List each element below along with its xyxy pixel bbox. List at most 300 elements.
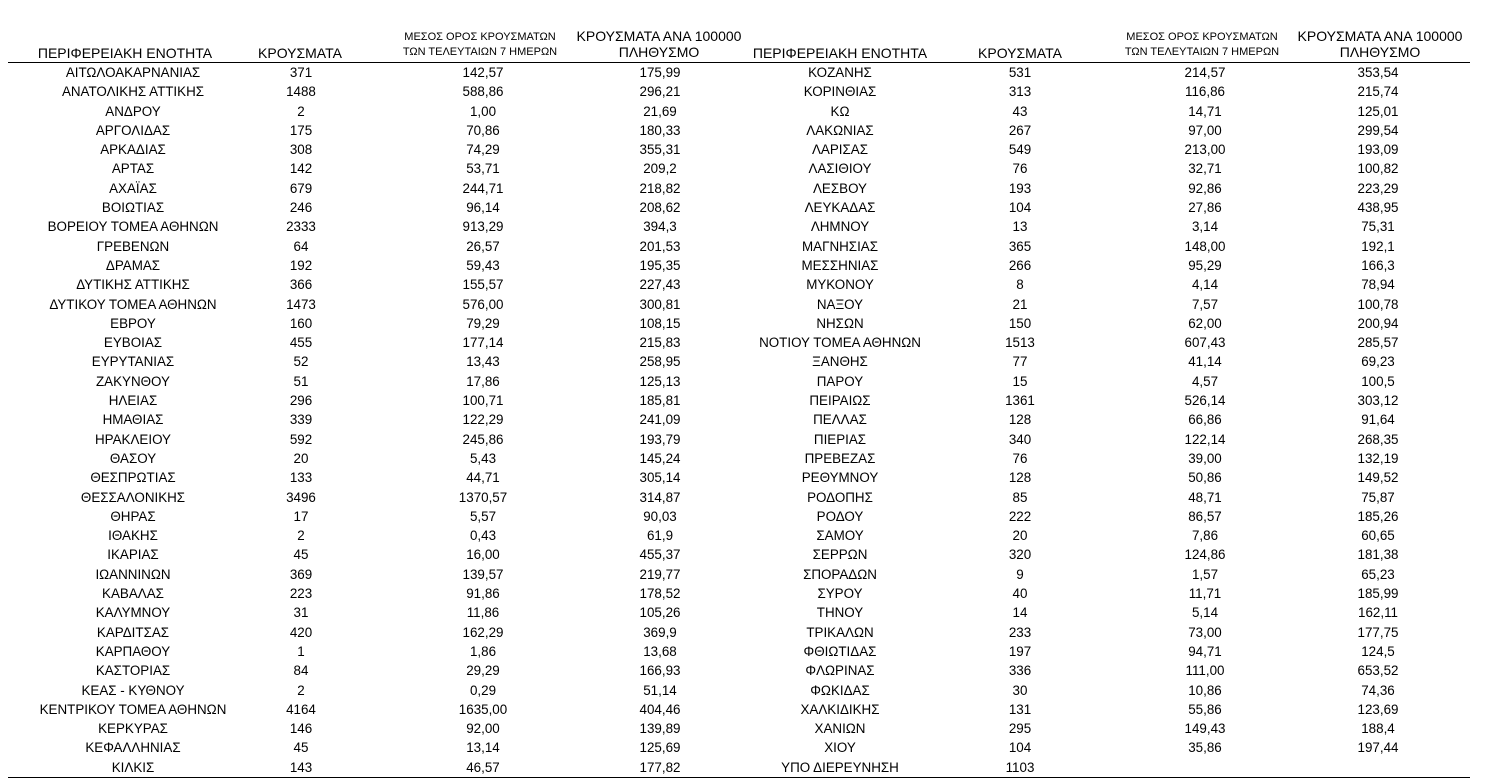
- table-row: [0, 623, 1500, 642]
- left-avg7-cell: 1635,00: [458, 701, 508, 717]
- right-avg7-cell: 149,43: [1184, 721, 1226, 737]
- right-header-per100k-line1: ΚΡΟΥΣΜΑΤΑ ΑΝΑ 100000: [1297, 28, 1463, 44]
- left-cases-cell: 20: [293, 450, 309, 466]
- right-per100k-cell: 185,26: [1357, 508, 1399, 524]
- right-region-cell: ΜΕΣΣΗΝΙΑΣ: [801, 257, 879, 273]
- left-avg7-cell: 0,43: [469, 528, 497, 544]
- left-cases-cell: 84: [293, 663, 309, 679]
- left-avg7-cell: 44,71: [466, 470, 500, 486]
- right-region-cell: ΧΑΛΚΙΔΙΚΗΣ: [800, 701, 880, 717]
- right-region-cell: ΛΕΣΒΟΥ: [812, 180, 867, 196]
- left-region-cell: ΓΡΕΒΕΝΩΝ: [96, 238, 170, 254]
- right-cases-cell: 197: [1008, 643, 1032, 659]
- left-per100k-cell: 21,69: [643, 103, 677, 119]
- left-header-per100k-line1: ΚΡΟΥΣΜΑΤΑ ΑΝΑ 100000: [576, 28, 742, 44]
- left-per100k-cell: 208,62: [639, 200, 681, 216]
- right-per100k-cell: 197,44: [1357, 740, 1399, 756]
- left-avg7-cell: 13,14: [466, 740, 500, 756]
- left-avg7-cell: 46,57: [466, 759, 500, 775]
- right-per100k-cell: 123,69: [1357, 701, 1399, 717]
- right-avg7-cell: 92,86: [1188, 180, 1222, 196]
- right-region-cell: ΣΑΜΟΥ: [816, 528, 864, 544]
- right-avg7-cell: 214,57: [1184, 65, 1226, 80]
- left-region-cell: ΕΒΡΟΥ: [110, 315, 156, 331]
- left-cases-cell: 1488: [286, 84, 316, 100]
- right-region-cell: ΡΕΘΥΜΝΟΥ: [801, 470, 879, 486]
- table-row: [0, 738, 1500, 757]
- left-per100k-cell: 193,79: [639, 431, 681, 447]
- left-region-cell: ΔΥΤΙΚΗΣ ΑΤΤΙΚΗΣ: [76, 277, 190, 293]
- left-per100k-cell: 305,14: [639, 470, 681, 486]
- right-per100k-cell: 162,11: [1358, 605, 1398, 621]
- right-header-cases: ΚΡΟΥΣΜΑΤΑ: [978, 45, 1062, 61]
- left-per100k-cell: 314,87: [639, 489, 681, 505]
- right-cases-cell: 1361: [1005, 393, 1035, 409]
- right-cases-cell: 295: [1008, 721, 1032, 737]
- left-cases-cell: 4164: [286, 701, 316, 717]
- left-cases-cell: 64: [293, 238, 309, 254]
- left-per100k-cell: 218,82: [639, 180, 681, 196]
- left-per100k-cell: 404,46: [639, 701, 681, 717]
- left-per100k-cell: 195,35: [639, 257, 681, 273]
- table-row: [0, 545, 1500, 564]
- right-region-cell: ΧΙΟΥ: [824, 740, 856, 756]
- right-region-cell: ΧΑΝΙΩΝ: [814, 721, 866, 737]
- right-region-cell: ΦΩΚΙΔΑΣ: [810, 682, 870, 698]
- right-avg7-cell: 14,71: [1188, 103, 1222, 119]
- right-cases-cell: 340: [1008, 431, 1032, 447]
- right-cases-cell: 267: [1008, 122, 1032, 138]
- left-region-cell: ΚΕΝΤΡΙΚΟΥ ΤΟΜΕΑ ΑΘΗΝΩΝ: [39, 701, 227, 717]
- left-region-cell: ΖΑΚΥΝΘΟΥ: [96, 373, 170, 389]
- left-region-cell: ΘΗΡΑΣ: [110, 508, 156, 524]
- left-header-per100k: [570, 28, 748, 60]
- left-avg7-cell: 1,00: [469, 103, 497, 119]
- right-avg7-cell: 116,86: [1185, 84, 1225, 100]
- right-per100k-cell: 78,94: [1361, 277, 1395, 293]
- left-region-cell: ΚΙΛΚΙΣ: [111, 759, 155, 775]
- right-cases-cell: 336: [1008, 663, 1032, 679]
- left-avg7-cell: 142,57: [462, 65, 504, 80]
- right-region-cell: ΠΕΙΡΑΙΩΣ: [809, 393, 871, 409]
- right-per100k-cell: 268,35: [1357, 431, 1399, 447]
- table-row: [0, 217, 1500, 236]
- right-per100k-cell: 74,36: [1361, 682, 1395, 698]
- table-row: [0, 275, 1500, 294]
- left-avg7-cell: 177,14: [462, 335, 504, 351]
- right-cases-cell: 266: [1008, 257, 1032, 273]
- right-cases-cell: 40: [1012, 586, 1028, 602]
- right-cases-cell: 320: [1008, 547, 1032, 563]
- table-row: [0, 121, 1500, 140]
- right-per100k-cell: 353,54: [1357, 65, 1399, 80]
- left-per100k-cell: 139,89: [639, 721, 681, 737]
- left-avg7-cell: 96,14: [466, 200, 500, 216]
- left-per100k-cell: 300,81: [639, 296, 681, 312]
- table-row: [0, 526, 1500, 545]
- left-per100k-cell: 241,09: [639, 412, 681, 428]
- left-region-cell: ΔΥΤΙΚΟΥ ΤΟΜΕΑ ΑΘΗΝΩΝ: [49, 296, 217, 312]
- table-row: [0, 198, 1500, 217]
- left-region-cell: ΘΕΣΠΡΩΤΙΑΣ: [90, 470, 176, 486]
- right-region-cell: ΛΗΜΝΟΥ: [810, 219, 870, 235]
- table-row: [0, 102, 1500, 121]
- right-per100k-cell: 132,19: [1357, 450, 1399, 466]
- left-per100k-cell: 355,31: [639, 142, 681, 158]
- left-avg7-cell: 245,86: [462, 431, 504, 447]
- left-per100k-cell: 125,13: [639, 373, 681, 389]
- left-cases-cell: 223: [289, 586, 313, 602]
- table-row: [0, 449, 1500, 468]
- left-cases-cell: 455: [289, 335, 313, 351]
- table-row: [0, 179, 1500, 198]
- left-cases-cell: 45: [293, 547, 309, 563]
- right-region-cell: ΠΡΕΒΕΖΑΣ: [804, 450, 876, 466]
- left-region-cell: ΚΕΦΑΛΛΗΝΙΑΣ: [85, 740, 181, 756]
- right-avg7-cell: 607,43: [1184, 335, 1226, 351]
- right-cases-cell: 1103: [1005, 759, 1035, 775]
- table-row: [0, 488, 1500, 507]
- right-header-avg7: [1107, 30, 1297, 60]
- left-avg7-cell: 0,29: [469, 682, 497, 698]
- left-per100k-cell: 455,37: [639, 547, 681, 563]
- right-avg7-cell: 55,86: [1188, 701, 1222, 717]
- right-region-cell: ΜΥΚΟΝΟΥ: [806, 277, 874, 293]
- table-row: [0, 681, 1500, 700]
- right-region-cell: ΚΟΖΑΝΗΣ: [808, 65, 872, 80]
- left-region-cell: ΑΝΔΡΟΥ: [105, 103, 161, 119]
- left-avg7-cell: 29,29: [466, 663, 500, 679]
- left-region-cell: ΔΡΑΜΑΣ: [105, 257, 161, 273]
- right-header-region: ΠΕΡΙΦΕΡΕΙΑΚΗ ΕΝΟΤΗΤΑ: [752, 45, 928, 61]
- left-per100k-cell: 219,77: [639, 566, 681, 582]
- right-avg7-cell: 66,86: [1188, 412, 1222, 428]
- left-cases-cell: 2: [297, 682, 305, 698]
- left-cases-cell: 31: [293, 605, 309, 621]
- right-cases-cell: 8: [1016, 277, 1024, 293]
- left-region-cell: ΚΑΡΠΑΘΟΥ: [95, 643, 171, 659]
- left-region-cell: ΙΩΑΝΝΙΝΩΝ: [95, 566, 171, 582]
- left-per100k-cell: 227,43: [639, 277, 681, 293]
- left-cases-cell: 51: [293, 373, 309, 389]
- right-avg7-cell: 10,86: [1188, 682, 1222, 698]
- right-avg7-cell: 4,57: [1191, 373, 1219, 389]
- table-row: [0, 295, 1500, 314]
- right-cases-cell: 222: [1008, 508, 1032, 524]
- right-per100k-cell: 200,94: [1357, 315, 1399, 331]
- left-cases-cell: 52: [293, 354, 309, 370]
- left-cases-cell: 296: [289, 393, 313, 409]
- right-region-cell: ΛΑΚΩΝΙΑΣ: [806, 122, 874, 138]
- table-row: [0, 565, 1500, 584]
- right-per100k-cell: 75,87: [1361, 489, 1395, 505]
- footer-rule: [8, 777, 1470, 778]
- right-avg7-cell: 95,29: [1188, 257, 1222, 273]
- left-avg7-cell: 11,86: [466, 605, 500, 621]
- right-per100k-cell: 65,23: [1361, 566, 1395, 582]
- right-avg7-cell: 4,14: [1191, 277, 1219, 293]
- left-cases-cell: 133: [289, 470, 313, 486]
- right-cases-cell: 30: [1012, 682, 1028, 698]
- left-per100k-cell: 185,81: [639, 393, 681, 409]
- left-cases-cell: 143: [289, 759, 313, 775]
- right-region-cell: ΝΑΞΟΥ: [816, 296, 864, 312]
- right-cases-cell: 9: [1016, 566, 1024, 582]
- left-avg7-cell: 5,57: [469, 508, 497, 524]
- table-row: [0, 63, 1500, 82]
- right-per100k-cell: 192,1: [1361, 238, 1395, 254]
- left-avg7-cell: 576,00: [462, 296, 504, 312]
- left-header-cases: ΚΡΟΥΣΜΑΤΑ: [258, 45, 342, 61]
- left-per100k-cell: 215,83: [639, 335, 681, 351]
- left-cases-cell: 366: [289, 277, 313, 293]
- right-region-cell: ΜΑΓΝΗΣΙΑΣ: [801, 238, 878, 254]
- right-cases-cell: 14: [1012, 605, 1028, 621]
- right-avg7-cell: 526,14: [1184, 393, 1226, 409]
- left-per100k-cell: 180,33: [639, 122, 681, 138]
- left-region-cell: ΒΟΙΩΤΙΑΣ: [101, 200, 165, 216]
- left-cases-cell: 1473: [286, 296, 316, 312]
- right-per100k-cell: 149,52: [1357, 470, 1399, 486]
- left-per100k-cell: 209,2: [643, 161, 677, 177]
- right-per100k-cell: 100,82: [1357, 161, 1399, 177]
- right-per100k-cell: 166,3: [1361, 257, 1395, 273]
- left-avg7-cell: 13,43: [466, 354, 500, 370]
- left-cases-cell: 2: [297, 103, 305, 119]
- right-avg7-cell: 41,14: [1188, 354, 1222, 370]
- right-per100k-cell: 215,74: [1357, 84, 1399, 100]
- left-per100k-cell: 51,14: [643, 682, 677, 698]
- right-region-cell: ΡΟΔΟΥ: [816, 508, 864, 524]
- right-per100k-cell: 177,75: [1357, 624, 1399, 640]
- right-per100k-cell: 188,4: [1361, 721, 1395, 737]
- right-avg7-cell: 39,00: [1188, 450, 1222, 466]
- right-per100k-cell: 299,54: [1357, 122, 1399, 138]
- left-per100k-cell: 394,3: [643, 219, 677, 235]
- left-cases-cell: 2: [297, 528, 305, 544]
- right-cases-cell: 193: [1008, 180, 1032, 196]
- right-per100k-cell: 69,23: [1361, 354, 1395, 370]
- table-body: [0, 63, 1500, 777]
- left-per100k-cell: 258,95: [639, 354, 681, 370]
- right-cases-cell: 128: [1008, 470, 1032, 486]
- left-region-cell: ΚΕΡΚΥΡΑΣ: [98, 721, 168, 737]
- right-region-cell: ΣΥΡΟΥ: [817, 586, 863, 602]
- left-per100k-cell: 105,26: [639, 605, 681, 621]
- right-avg7-cell: 213,00: [1184, 142, 1226, 158]
- left-header-avg7-line2: ΤΩΝ ΤΕΛΕΥΤΑΙΩΝ 7 ΗΜΕΡΩΝ: [402, 46, 558, 58]
- table-row: [0, 391, 1500, 410]
- right-cases-cell: 85: [1012, 489, 1028, 505]
- right-avg7-cell: 122,14: [1184, 431, 1226, 447]
- right-cases-cell: 76: [1012, 161, 1028, 177]
- left-region-cell: ΚΑΡΔΙΤΣΑΣ: [96, 624, 170, 640]
- left-cases-cell: 2333: [286, 219, 316, 235]
- right-avg7-cell: 11,71: [1188, 586, 1222, 602]
- table-row: [0, 661, 1500, 680]
- right-header-avg7-line2: ΤΩΝ ΤΕΛΕΥΤΑΙΩΝ 7 ΗΜΕΡΩΝ: [1124, 46, 1280, 58]
- left-cases-cell: 142: [289, 161, 313, 177]
- right-region-cell: ΥΠΟ ΔΙΕΡΕΥΝΗΣΗ: [781, 759, 899, 775]
- left-region-cell: ΕΥΒΟΙΑΣ: [103, 335, 163, 351]
- left-cases-cell: 192: [289, 257, 313, 273]
- right-region-cell: ΦΛΩΡΙΝΑΣ: [805, 663, 875, 679]
- right-header-per100k: [1290, 28, 1470, 60]
- left-cases-cell: 679: [289, 180, 313, 196]
- table-row: [0, 430, 1500, 449]
- table-row: [0, 159, 1500, 178]
- right-avg7-cell: 3,14: [1191, 219, 1219, 235]
- left-avg7-cell: 139,57: [462, 566, 504, 582]
- right-per100k-cell: 75,31: [1361, 219, 1395, 235]
- left-cases-cell: 17: [293, 508, 309, 524]
- right-region-cell: ΝΟΤΙΟΥ ΤΟΜΕΑ ΑΘΗΝΩΝ: [759, 335, 921, 351]
- left-region-cell: ΚΑΛΥΜΝΟΥ: [95, 605, 171, 621]
- right-avg7-cell: 27,86: [1188, 200, 1222, 216]
- right-per100k-cell: 223,29: [1357, 180, 1399, 196]
- table-row: [0, 372, 1500, 391]
- left-avg7-cell: 92,00: [466, 721, 500, 737]
- left-region-cell: ΗΛΕΙΑΣ: [108, 393, 158, 409]
- right-region-cell: ΠΙΕΡΙΑΣ: [813, 431, 867, 447]
- left-cases-cell: 369: [289, 566, 313, 582]
- right-per100k-cell: 91,64: [1361, 412, 1395, 428]
- right-avg7-cell: 148,00: [1184, 238, 1226, 254]
- left-avg7-cell: 17,86: [466, 373, 500, 389]
- left-cases-cell: 1: [297, 643, 305, 659]
- right-region-cell: ΡΟΔΟΠΗΣ: [807, 489, 873, 505]
- right-cases-cell: 365: [1008, 238, 1032, 254]
- left-per100k-cell: 201,53: [639, 238, 681, 254]
- left-region-cell: ΑΡΤΑΣ: [111, 161, 155, 177]
- left-avg7-cell: 1370,57: [458, 489, 508, 505]
- right-per100k-cell: 193,09: [1357, 142, 1399, 158]
- left-header-per100k-line2: ΠΛΗΘΥΣΜΟ: [618, 44, 700, 60]
- table-row: [0, 410, 1500, 429]
- left-header-avg7-line1: ΜΕΣΟΣ ΟΡΟΣ ΚΡΟΥΣΜΑΤΩΝ: [404, 31, 556, 43]
- left-region-cell: ΑΙΤΩΛΟΑΚΑΡΝΑΝΙΑΣ: [65, 65, 201, 80]
- right-per100k-cell: 100,78: [1357, 296, 1399, 312]
- right-avg7-cell: 50,86: [1188, 470, 1222, 486]
- right-avg7-cell: 124,86: [1184, 547, 1226, 563]
- table-row: [0, 140, 1500, 159]
- left-avg7-cell: 100,71: [462, 393, 504, 409]
- left-avg7-cell: 122,29: [462, 412, 504, 428]
- left-cases-cell: 592: [289, 431, 313, 447]
- right-per100k-cell: 653,52: [1357, 663, 1399, 679]
- right-region-cell: ΛΑΡΙΣΑΣ: [811, 142, 868, 158]
- right-cases-cell: 77: [1012, 354, 1028, 370]
- right-cases-cell: 43: [1012, 103, 1028, 119]
- left-region-cell: ΑΝΑΤΟΛΙΚΗΣ ΑΤΤΙΚΗΣ: [61, 84, 205, 100]
- table-row: [0, 700, 1500, 719]
- table-row: [0, 352, 1500, 371]
- table-row: [0, 603, 1500, 622]
- right-avg7-cell: 48,71: [1188, 489, 1222, 505]
- left-avg7-cell: 913,29: [462, 219, 504, 235]
- right-avg7-cell: 97,00: [1188, 122, 1222, 138]
- left-per100k-cell: 61,9: [646, 528, 674, 544]
- right-cases-cell: 549: [1008, 142, 1032, 158]
- right-avg7-cell: 32,71: [1188, 161, 1222, 177]
- left-per100k-cell: 166,93: [639, 663, 681, 679]
- left-avg7-cell: 26,57: [466, 238, 500, 254]
- left-region-cell: ΕΥΡΥΤΑΝΙΑΣ: [91, 354, 175, 370]
- right-avg7-cell: 111,00: [1185, 663, 1225, 679]
- right-cases-cell: 313: [1008, 84, 1032, 100]
- left-cases-cell: 160: [289, 315, 313, 331]
- right-region-cell: ΣΠΟΡΑΔΩΝ: [803, 566, 877, 582]
- left-avg7-cell: 91,86: [466, 586, 500, 602]
- right-cases-cell: 20: [1012, 528, 1028, 544]
- left-region-cell: ΑΡΚΑΔΙΑΣ: [100, 142, 166, 158]
- right-cases-cell: 21: [1012, 296, 1028, 312]
- right-per100k-cell: 185,99: [1357, 586, 1399, 602]
- table-row: [0, 237, 1500, 256]
- left-region-cell: ΗΡΑΚΛΕΙΟΥ: [95, 431, 171, 447]
- table-row: [0, 507, 1500, 526]
- left-region-cell: ΗΜΑΘΙΑΣ: [102, 412, 164, 428]
- right-per100k-cell: 285,57: [1357, 335, 1399, 351]
- left-per100k-cell: 369,9: [643, 624, 677, 640]
- table-row: [0, 719, 1500, 738]
- left-avg7-cell: 155,57: [462, 277, 504, 293]
- right-cases-cell: 233: [1008, 624, 1032, 640]
- table-row: [0, 642, 1500, 661]
- right-cases-cell: 15: [1012, 373, 1028, 389]
- right-per100k-cell: 125,01: [1357, 103, 1399, 119]
- table-row: [0, 333, 1500, 352]
- right-region-cell: ΚΩ: [830, 103, 850, 119]
- right-avg7-cell: 94,71: [1188, 643, 1222, 659]
- right-cases-cell: 13: [1012, 219, 1028, 235]
- left-avg7-cell: 162,29: [462, 624, 504, 640]
- table-row: [0, 468, 1500, 487]
- left-region-cell: ΚΑΣΤΟΡΙΑΣ: [95, 663, 171, 679]
- right-per100k-cell: 60,65: [1361, 528, 1395, 544]
- left-avg7-cell: 16,00: [466, 547, 500, 563]
- left-cases-cell: 175: [289, 122, 313, 138]
- right-per100k-cell: 124,5: [1361, 643, 1395, 659]
- table-row: [0, 758, 1500, 777]
- left-avg7-cell: 74,29: [466, 142, 500, 158]
- right-per100k-cell: 438,95: [1357, 200, 1399, 216]
- right-cases-cell: 131: [1008, 701, 1032, 717]
- left-avg7-cell: 244,71: [462, 180, 504, 196]
- right-region-cell: ΚΟΡΙΝΘΙΑΣ: [803, 84, 877, 100]
- right-header-per100k-line2: ΠΛΗΘΥΣΜΟ: [1339, 44, 1421, 60]
- left-per100k-cell: 125,69: [639, 740, 681, 756]
- left-avg7-cell: 70,86: [466, 122, 500, 138]
- right-cases-cell: 76: [1012, 450, 1028, 466]
- right-per100k-cell: 100,5: [1361, 373, 1395, 389]
- right-avg7-cell: 35,86: [1188, 740, 1222, 756]
- left-avg7-cell: 5,43: [469, 450, 497, 466]
- left-per100k-cell: 296,21: [639, 84, 681, 100]
- left-cases-cell: 371: [289, 65, 313, 80]
- right-cases-cell: 104: [1008, 740, 1032, 756]
- left-per100k-cell: 175,99: [639, 65, 681, 80]
- right-region-cell: ΤΗΝΟΥ: [816, 605, 864, 621]
- right-cases-cell: 531: [1008, 65, 1032, 80]
- right-cases-cell: 150: [1008, 315, 1032, 331]
- left-cases-cell: 246: [289, 200, 313, 216]
- right-header-avg7-line1: ΜΕΣΟΣ ΟΡΟΣ ΚΡΟΥΣΜΑΤΩΝ: [1126, 31, 1278, 43]
- left-per100k-cell: 145,24: [639, 450, 681, 466]
- left-region-cell: ΚΕΑΣ - ΚΥΘΝΟΥ: [81, 682, 185, 698]
- left-region-cell: ΙΚΑΡΙΑΣ: [107, 547, 159, 563]
- left-region-cell: ΑΧΑΪΑΣ: [109, 180, 157, 196]
